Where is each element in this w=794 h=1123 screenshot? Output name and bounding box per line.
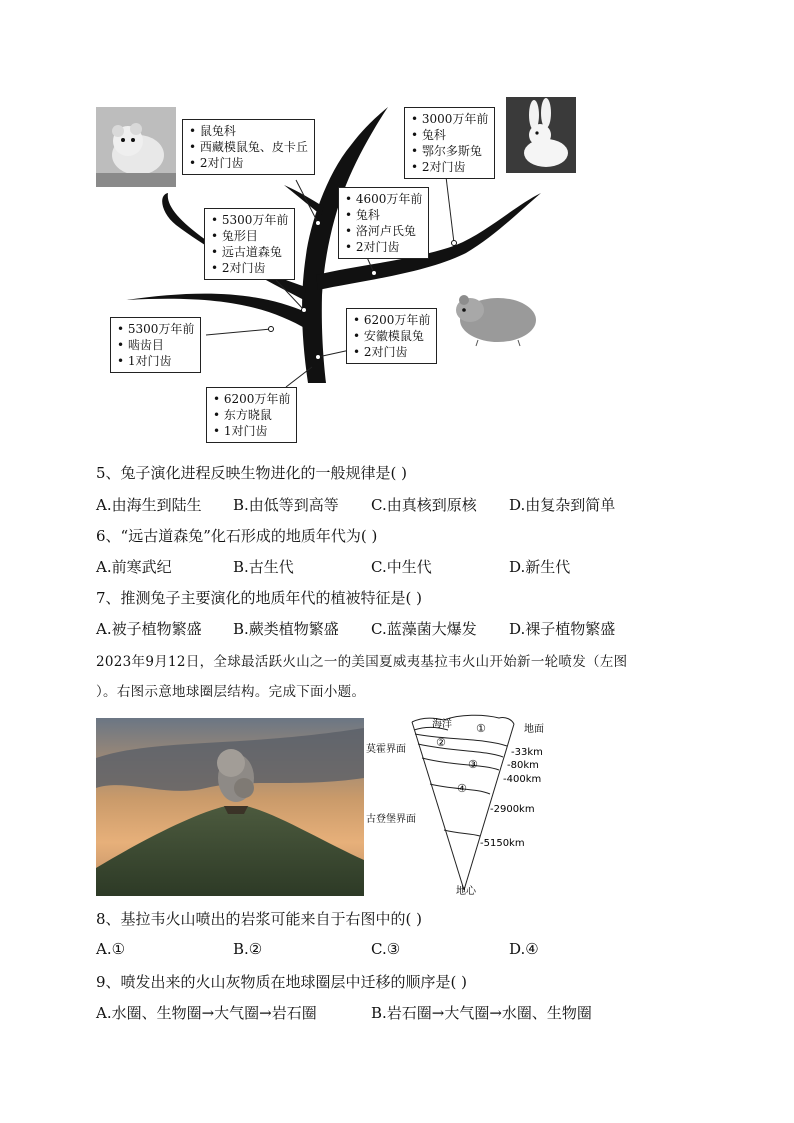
box-62ma-anhui xyxy=(346,308,437,364)
box-line: • 4600万年前 xyxy=(345,192,423,206)
question-7-stem: 7、推测兔子主要演化的地质年代的植被特征是( ) xyxy=(96,589,423,607)
label-d2900: -2900km xyxy=(490,804,535,815)
box-46ma xyxy=(338,187,429,259)
box-line: • 2对门齿 xyxy=(345,240,400,254)
box-line: • 6200万年前 xyxy=(213,392,291,406)
box-line: • 1对门齿 xyxy=(117,354,172,368)
q9-option-b[interactable]: B.岩石圈→大气圈→水圈、生物圈 xyxy=(371,1004,592,1022)
label-n3: ③ xyxy=(468,758,478,771)
box-line: • 鄂尔多斯兔 xyxy=(411,144,482,158)
box-line: • 兔科 xyxy=(411,128,446,142)
intro-line-1: 2023年9月12日，全球最活跃火山之一的美国夏威夷基拉韦火山开始新一轮喷发（左图 xyxy=(96,654,628,670)
q6-option-d[interactable]: D.新生代 xyxy=(509,558,571,576)
box-pikas-family xyxy=(182,119,315,175)
q5-option-d[interactable]: D.由复杂到简单 xyxy=(509,496,616,514)
box-line: • 啮齿目 xyxy=(117,338,164,352)
question-6-stem: 6、“远古道森兔”化石形成的地质年代为( ) xyxy=(96,527,378,545)
label-moho: 莫霍界面 xyxy=(366,744,406,755)
box-line: • 远古道森兔 xyxy=(211,245,282,259)
box-30ma xyxy=(404,107,495,179)
label-d33: -33km xyxy=(511,747,543,758)
label-gutenberg: 古登堡界面 xyxy=(366,814,416,825)
box-line: • 西藏模鼠兔、皮卡丘 xyxy=(189,140,308,154)
box-line: • 2对门齿 xyxy=(189,156,244,170)
q8-option-a[interactable]: A.① xyxy=(96,940,126,958)
box-line: • 5300万年前 xyxy=(117,322,195,336)
box-line: • 2对门齿 xyxy=(411,160,466,174)
q7-option-c[interactable]: C.蓝藻菌大爆发 xyxy=(371,620,477,638)
q8-option-d[interactable]: D.④ xyxy=(509,940,539,958)
q7-option-a[interactable]: A.被子植物繁盛 xyxy=(96,620,202,638)
q5-option-b[interactable]: B.由低等到高等 xyxy=(233,496,339,514)
intro-line-2: ）。右图示意地球圈层结构。完成下面小题。 xyxy=(96,684,366,700)
label-n2: ② xyxy=(436,736,446,749)
rabbit-photo xyxy=(506,97,576,173)
box-line: • 鼠兔科 xyxy=(189,124,236,138)
label-ground: 地面 xyxy=(524,724,544,735)
anhui-pika-photo xyxy=(448,288,540,348)
box-53ma-rodent xyxy=(110,317,201,373)
evolution-tree-figure xyxy=(96,95,596,450)
box-line: • 兔科 xyxy=(345,208,380,222)
label-d400: -400km xyxy=(503,774,542,785)
question-9-stem: 9、喷发出来的火山灰物质在地球圈层中迁移的顺序是( ) xyxy=(96,973,468,991)
box-62ma-dongfang xyxy=(206,387,297,443)
q6-option-a[interactable]: A.前寒武纪 xyxy=(96,558,172,576)
earth-layers-diagram xyxy=(364,712,564,902)
q9-option-a[interactable]: A.水圈、生物圈→大气圈→岩石圈 xyxy=(96,1004,317,1022)
q5-option-c[interactable]: C.由真核到原核 xyxy=(371,496,477,514)
q5-option-a[interactable]: A.由海生到陆生 xyxy=(96,496,202,514)
box-line: • 2对门齿 xyxy=(211,261,266,275)
box-line: • 3000万年前 xyxy=(411,112,489,126)
q6-option-c[interactable]: C.中生代 xyxy=(371,558,432,576)
label-n4: ④ xyxy=(457,782,467,795)
label-ocean: 海洋 xyxy=(432,719,452,730)
q8-option-b[interactable]: B.② xyxy=(233,940,263,958)
box-line: • 东方晓鼠 xyxy=(213,408,272,422)
q8-option-c[interactable]: C.③ xyxy=(371,940,401,958)
question-5-stem: 5、兔子演化进程反映生物进化的一般规律是( ) xyxy=(96,464,408,482)
label-d80: -80km xyxy=(507,760,539,771)
box-line: • 洛河卢氏兔 xyxy=(345,224,416,238)
box-line: • 安徽模鼠兔 xyxy=(353,329,424,343)
box-line: • 6200万年前 xyxy=(353,313,431,327)
label-n1: ① xyxy=(476,722,486,735)
q7-option-d[interactable]: D.裸子植物繁盛 xyxy=(509,620,616,638)
box-line: • 2对门齿 xyxy=(353,345,408,359)
q7-option-b[interactable]: B.蕨类植物繁盛 xyxy=(233,620,339,638)
question-8-stem: 8、基拉韦火山喷出的岩浆可能来自于右图中的( ) xyxy=(96,910,423,928)
label-core: 地心 xyxy=(456,886,476,897)
box-53ma-lagomorph xyxy=(204,208,295,280)
pika-photo xyxy=(96,107,176,187)
box-line: • 1对门齿 xyxy=(213,424,268,438)
box-line: • 5300万年前 xyxy=(211,213,289,227)
box-line: • 兔形目 xyxy=(211,229,258,243)
label-d5150: -5150km xyxy=(480,838,525,849)
volcano-photo xyxy=(96,718,364,896)
q6-option-b[interactable]: B.古生代 xyxy=(233,558,294,576)
